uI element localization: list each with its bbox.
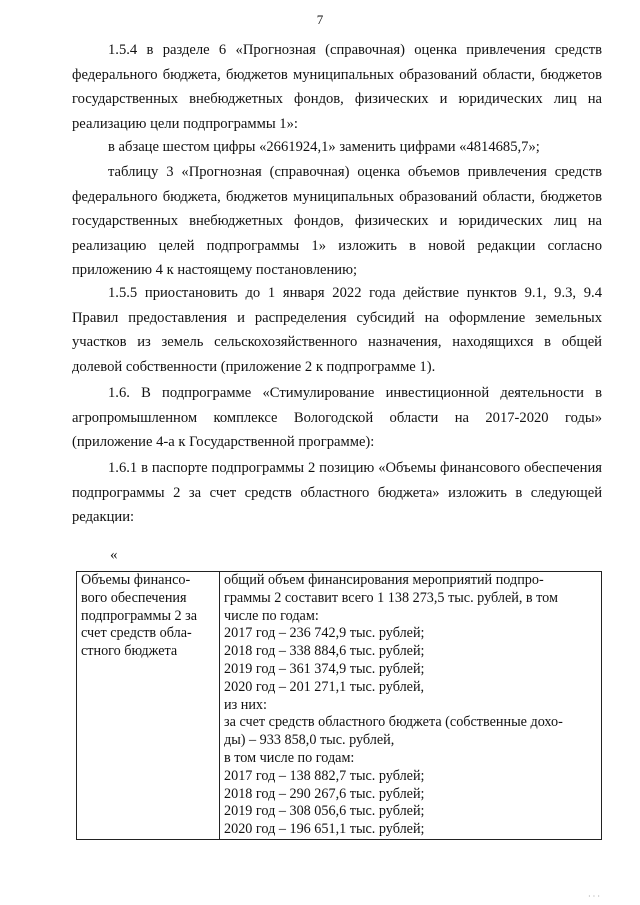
title-line: стного бюджета <box>81 643 178 660</box>
content-line: 2019 год – 308 056,6 тыс. рублей; <box>224 803 425 820</box>
content-line: 2017 год – 138 882,7 тыс. рублей; <box>224 767 425 784</box>
title-line: счет средств обла- <box>81 625 192 642</box>
content-line: ды) – 933 858,0 тыс. рублей, <box>224 732 395 749</box>
table-cell-title <box>77 572 220 840</box>
content-line: 2020 год – 196 651,1 тыс. рублей; <box>224 821 425 838</box>
scan-mark: · · · <box>588 892 600 901</box>
table-row <box>77 572 602 840</box>
content-line: из них: <box>224 696 267 713</box>
content-line: 2020 год – 201 271,1 тыс. рублей, <box>224 678 425 695</box>
content-line: в том числе по годам: <box>224 749 355 766</box>
paragraph-1-5-4: 1.5.4 в разделе 6 «Прогнозная (справочная) оценка привлечения средств федерального бюджета, бюджетов муниципальных образований области, бюджетов государственных внебюджетных фондов, физических и юридических лиц на реализацию цели подпрограммы 1»: <box>72 42 602 132</box>
page-number: 7 <box>316 12 324 27</box>
content-line: 2018 год – 338 884,6 тыс. рублей; <box>224 643 425 660</box>
content-line: числе по годам: <box>224 607 319 624</box>
content-line: граммы 2 составит всего 1 138 273,5 тыс. рублей, в том <box>224 589 558 606</box>
paragraph-1-6: 1.6. В подпрограмме «Стимулирование инвестиционной деятельности в агропромышленном комплексе Вологодской области на 2017-2020 годы» (приложение 4-а к Государственной программе): <box>72 385 602 450</box>
content-line: 2017 год – 236 742,9 тыс. рублей; <box>224 625 425 642</box>
paragraph-sixth-clause: в абзаце шестом цифры «2661924,1» заменить цифрами «4814685,7»; <box>108 139 540 155</box>
opening-quote: « <box>110 547 118 563</box>
content-line: общий объем финансирования мероприятий подпро- <box>224 572 544 588</box>
table-cell-content <box>220 572 602 840</box>
paragraph-table-3: таблицу 3 «Прогнозная (справочная) оценка объемов привлечения средств федерального бюджета, бюджетов муниципальных образований области, бюджетов государственных внебюджетных фондов, физических и юридических лиц на реализацию целей подпрограммы 1» изложить в новой редакции согласно приложению 4 к настоящему постановлению; <box>72 164 602 278</box>
financing-table <box>76 571 602 840</box>
title-line: подпрограммы 2 за <box>81 607 198 624</box>
paragraph-1-6-1: 1.6.1 в паспорте подпрограммы 2 позицию «Объемы финансового обеспечения подпрограммы 2 за счет средств областного бюджета» изложить в следующей редакции: <box>72 460 602 525</box>
content-line: за счет средств областного бюджета (собственные дохо- <box>224 714 563 731</box>
paragraph-1-5-5: 1.5.5 приостановить до 1 января 2022 года действие пунктов 9.1, 9.3, 9.4 Правил предоставления и распределения субсидий на оформление земельных участков из земель сельскохозяйственного назначения, находящихся в общей долевой собственности (приложение 2 к подпрограмме 1). <box>72 285 602 375</box>
title-line: вого обеспечения <box>81 589 187 606</box>
title-line: Объемы финансо- <box>81 572 191 588</box>
content-line: 2019 год – 361 374,9 тыс. рублей; <box>224 660 425 677</box>
content-line: 2018 год – 290 267,6 тыс. рублей; <box>224 785 425 802</box>
